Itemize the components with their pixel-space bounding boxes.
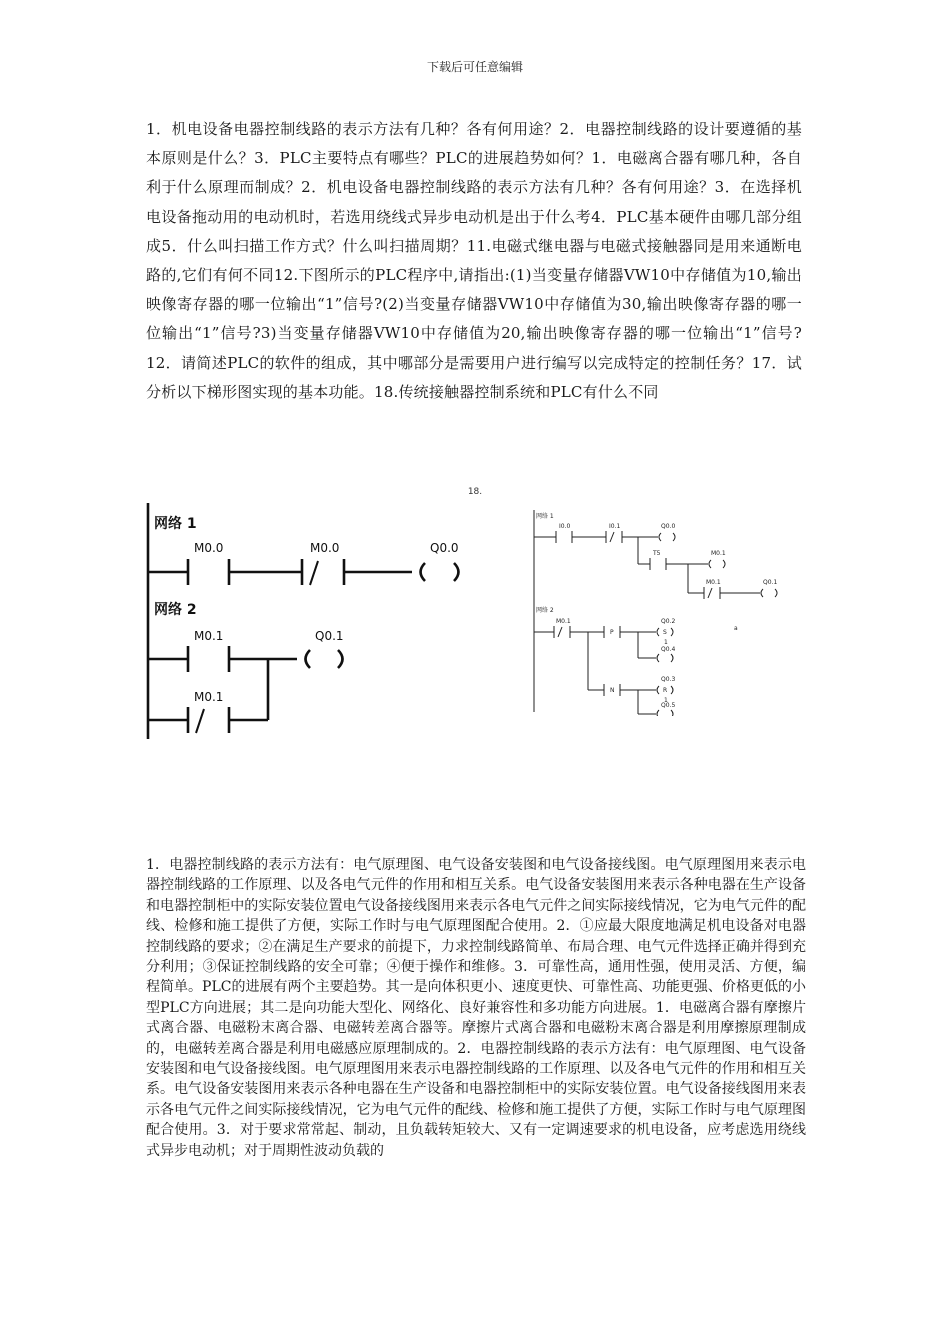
page-header: 下载后可任意编辑 [426,60,523,74]
r-n1-c1-label: I0.0 [559,523,571,530]
r-network1-title: 网络 1 [536,513,554,520]
network2-title: 网络 2 [154,602,197,618]
r-n2-s-label: S [663,629,667,636]
r-n1-c2-label: I0.1 [609,523,621,530]
r-n2-r-label: R [663,687,668,694]
network1-contact1-label: M0.0 [194,541,224,555]
r-n1-c4-label: M0.1 [706,579,721,586]
network1-contact2-label: M0.0 [310,541,340,555]
r-n2-n-label: N [610,687,615,694]
r-n2-p-label: P [610,629,614,636]
r-n1-c3-label: T5 [653,550,661,557]
r-n2-coil-b-label: Q0.5 [661,702,676,709]
figure-label: 18. [467,487,483,497]
r-n1-coil3-label: Q0.1 [763,579,778,586]
r-n2-r-count: 1 [664,697,668,704]
r-n2-coil-s-label: Q0.2 [661,618,676,625]
r-n2-c1-label: M0.1 [556,618,571,625]
question-paragraph: 1．机电设备电器控制线路的表示方法有几种？各有何用途？2．电器控制线路的设计要遵循的基本原则是什么？3．PLC主要特点有哪些？PLC的进展趋势如何？1．电磁离合器有哪几种，各自利于什么原理而制成？2．机电设备电器控制线路的表示方法有几种？各有何用途？3．在选择机电设备拖动用的电动机时，若选用绕线式异步电动机是出于什么考4．PLC基本硬件由哪几部分组成5．什么叫扫描工作方式？什么叫扫描周期？11.电磁式继电器与电磁式接触器同是用来通断电路的,它们有何不同12.下图所示的PLC程序中,请指出:(1)当变量存储器VW10中存储值为10,输出映像寄存器的哪一位输出“1”信号?(2)当变量存储器VW10中存储值为30,输出映像寄存器的哪一位输出“1”信号?3)当变量存储器VW10中存储值为20,输出映像寄存器的哪一位输出“1”信号?12．请简述PLC的软件的组成，其中哪部分是需要用户进行编写以完成特定的控制任务？17．试分析以下梯形图实现的基本功能。18.传统接触器控制系统和PLC有什么不同 [146,120,802,401]
network2-contact2-label: M0.1 [194,690,224,704]
network2-contact1-label: M0.1 [194,629,224,643]
network2-coil-label: Q0.1 [315,629,344,643]
r-mark: a [734,625,738,632]
ladder-diagram-left [132,503,482,743]
network1-coil-label: Q0.0 [430,541,459,555]
r-n2-coil-r-label: Q0.3 [661,676,676,683]
answer-paragraph: 1．电器控制线路的表示方法有：电气原理图、电气设备安装图和电气设备接线图。电气原理图用来表示电器控制线路的工作原理、以及各电气元件的作用和相互关系。电气设备安装图用来表示各种电器在生产设备和电器控制柜中的实际安装位置电气设备接线图用来表示各电气元件之间实际接线情况，它为电气元件的配线、检修和施工提供了方便，实际工作时与电气原理图配合使用。2．①应最大限度地满足机电设备对电器控制线路的要求；②在满足生产要求的前提下，力求控制线路简单、布局合理、电气元件选择正确并得到充分利用；③保证控制线路的安全可靠；④便于操作和维修。3．可靠性高，通用性强，使用灵活、方便，编程简单。PLC的进展有两个主要趋势。其一是向体积更小、速度更快、可靠性高、功能更强、价格更低的小型PLC方向进展；其二是向功能大型化、网络化、良好兼容性和多功能方向进展。1．电磁离合器有摩擦片式离合器、电磁粉末离合器、电磁转差离合器等。摩擦片式离合器和电磁粉末离合器是利用摩擦原理制成的，电磁转差离合器是利用电磁感应原理制成的。2．电器控制线路的表示方法有：电气原理图、电气设备安装图和电气设备接线图。电气原理图用来表示电器控制线路的工作原理、以及各电气元件的作用和相互关系。电气设备安装图用来表示各种电器在生产设备和电器控制柜中的实际安装位置。电气设备接线图用来表示各电气元件之间实际接线情况，它为电气元件的配线、检修和施工提供了方便，实际工作时与电气原理图配合使用。3．对于要求常常起、制动，且负载转矩较大、又有一定调速要求的机电设备，应考虑选用绕线式异步电动机；对于周期性波动负载的 [146,857,806,1159]
r-n2-s-count: 1 [664,639,668,646]
r-n1-coil1-label: Q0.0 [661,523,676,530]
r-n2-coil-a-label: Q0.4 [661,646,676,653]
ladder-diagram-right [528,506,808,716]
network1-title: 网络 1 [154,516,197,532]
r-network2-title: 网络 2 [536,607,554,614]
r-n1-coil2-label: M0.1 [711,550,726,557]
